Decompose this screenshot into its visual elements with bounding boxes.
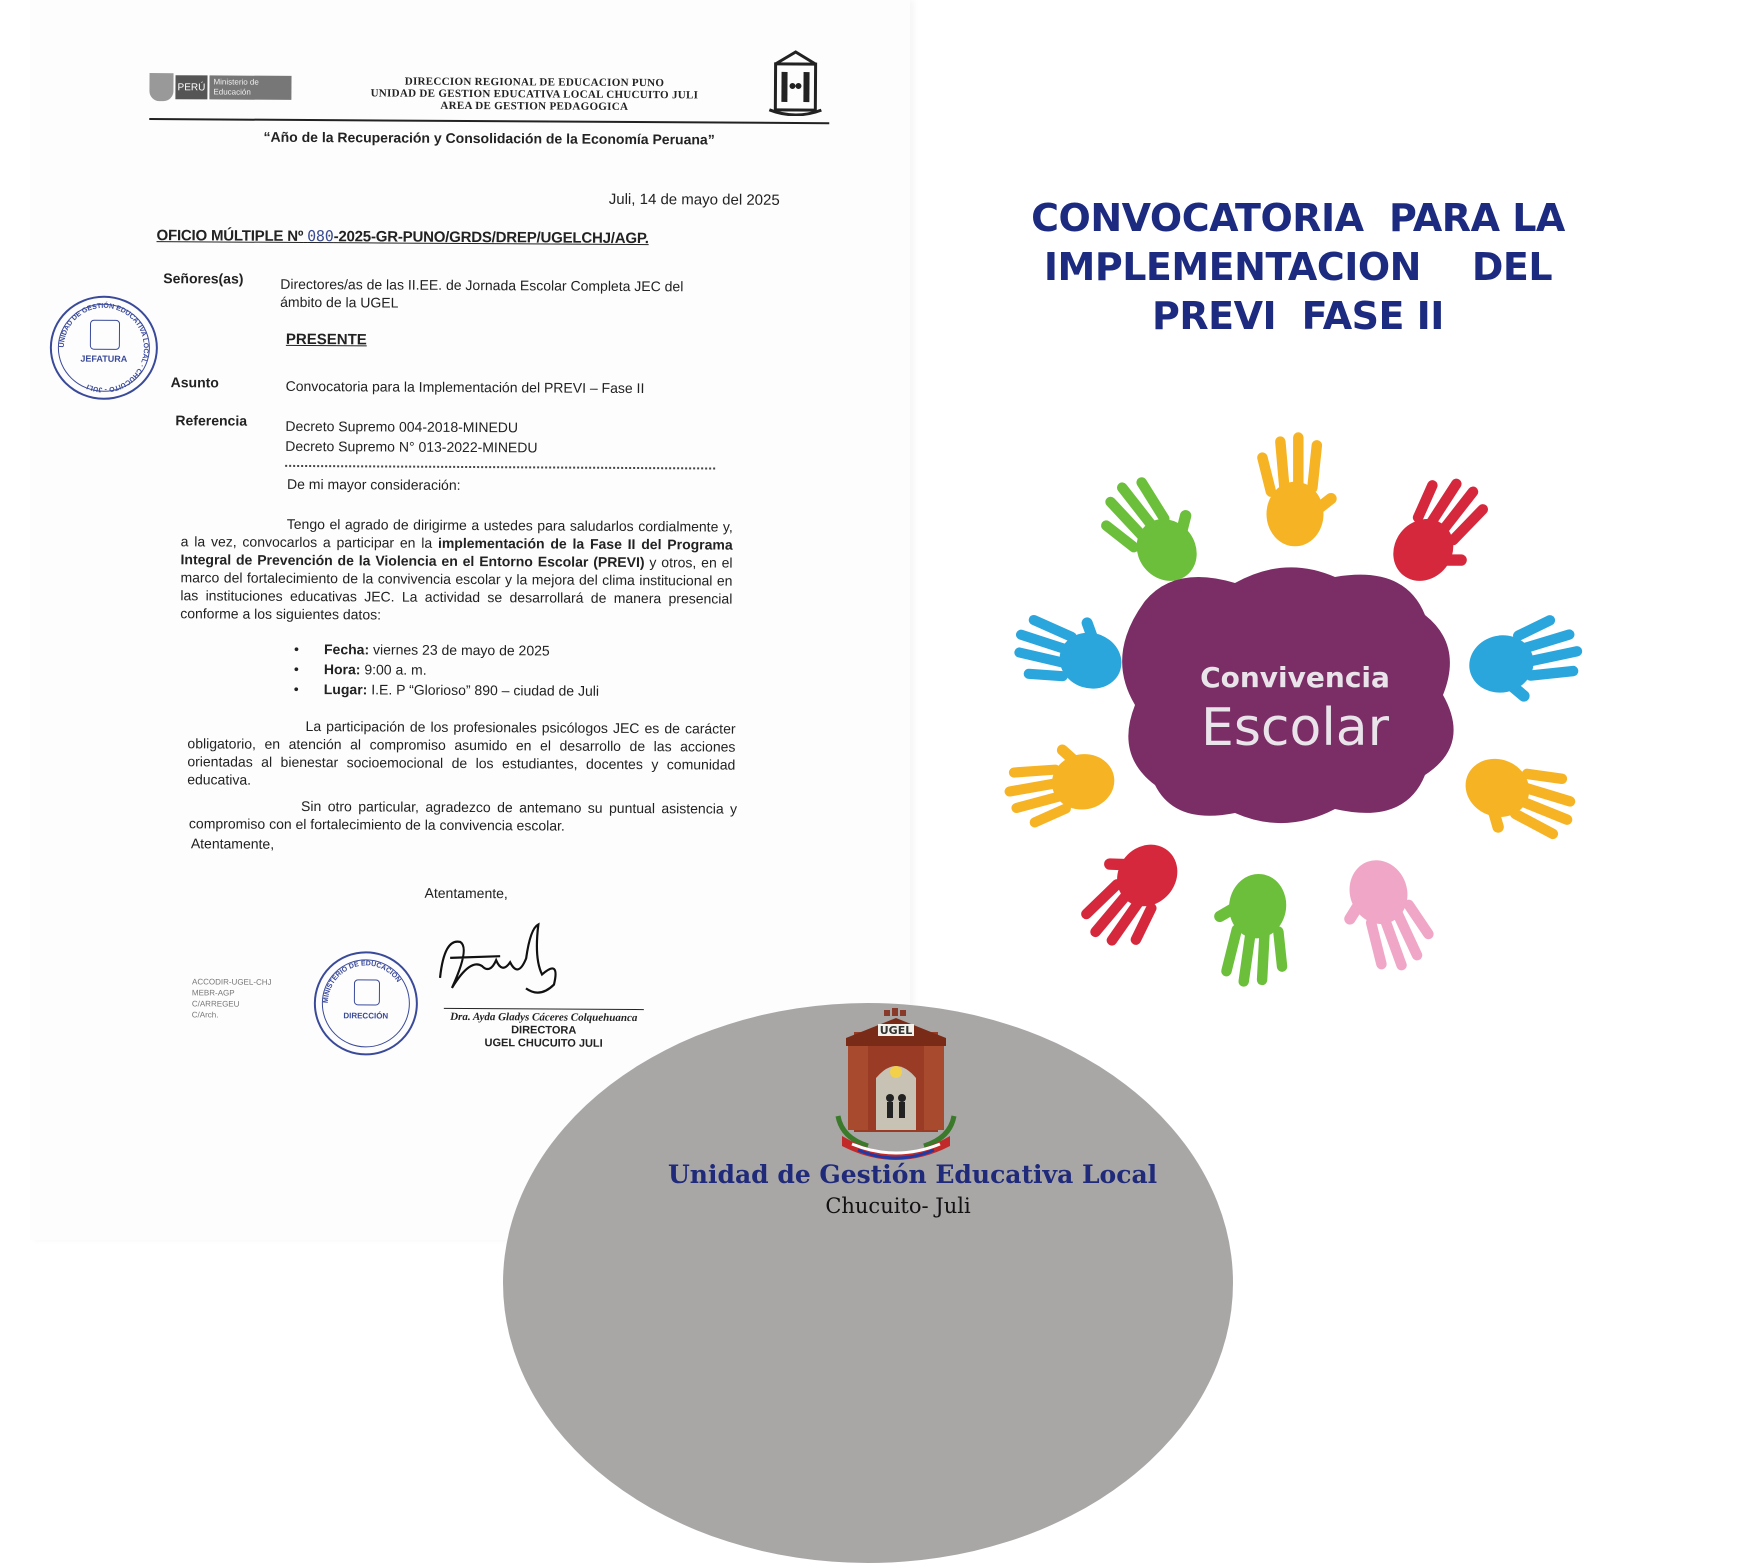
dotted-separator — [285, 465, 715, 470]
hand-yellow-top — [1256, 432, 1339, 546]
senores-value: Directores/as de las II.EE. de Jornada Escolar Completa JEC del ámbito de la UGEL — [280, 275, 684, 311]
poster-title: CONVOCATORIA PARA LA IMPLEMENTACION DEL PREVI FASE II — [1031, 196, 1565, 338]
ministry-label: Ministerio de Educación — [209, 75, 291, 100]
minedu-logo — [149, 72, 297, 103]
event-details — [294, 639, 600, 701]
footer-org-name: Unidad de Gestión Educativa Local — [668, 1160, 1158, 1189]
hora-label: Hora: — [323, 661, 361, 678]
paragraph-2: La participación de los profesionales psicólogos JEC es de carácter obligatorio, en atención al compromiso asumido en el desarrollo de las acciones orientadas al bienestar socioemocional de los estudiantes, docentes y comunidad educativa. — [187, 718, 736, 788]
asunto-value: Convocatoria para la Implementación del PREVI – Fase II — [285, 377, 645, 397]
hand-blue-left — [1004, 596, 1134, 706]
hand-yellow-right — [1451, 740, 1588, 860]
signer-role: DIRECTORA — [511, 1024, 577, 1037]
oficio-prefix: OFICIO MÚLTIPLE Nº — [156, 227, 304, 245]
oficio-handwritten-number: 080 — [307, 227, 334, 246]
hora-item — [294, 659, 599, 681]
footer-location: Chucuito- Juli — [825, 1194, 971, 1218]
header-line-3: AREA DE GESTION PEDAGOGICA — [440, 99, 629, 113]
cc-line: MEBR-AGP — [191, 988, 235, 998]
stamp-right-text: DIRECCIÓN — [343, 1011, 389, 1021]
direccion-stamp — [314, 951, 419, 1056]
p1-rest: y otros, en el marco del fortalecimiento de la convivencia escolar y la mejora del clima institucional en las instituciones educativas JEC. La actividad se desarrollará de manera presencial conforme a los siguientes datos: — [180, 554, 733, 623]
senores-label: Señores(as) — [163, 270, 244, 287]
badge-line-1: Convivencia — [1200, 661, 1390, 694]
ugel-logo-text: UGEL — [879, 1024, 913, 1037]
cc-line: C/Arch. — [191, 1010, 219, 1020]
header-line-2: UNIDAD DE GESTION EDUCATIVA LOCAL CHUCUITO JULI — [370, 87, 699, 102]
oficio-number — [157, 226, 649, 247]
asunto-label: Asunto — [170, 374, 219, 391]
stamp-left-text: JEFATURA — [80, 353, 128, 364]
signer-org: UGEL CHUCUITO JULI — [484, 1037, 603, 1050]
referencia-label: Referencia — [175, 412, 248, 429]
letter-date: Juli, 14 de mayo del 2025 — [608, 190, 780, 209]
referencia-2: Decreto Supremo N° 013-2022-MINEDU — [285, 437, 538, 456]
coat-of-arms-icon — [354, 979, 380, 1005]
paragraph-3-end: Atentamente, — [190, 835, 275, 852]
ugel-logo-icon — [828, 1008, 964, 1168]
peru-label: PERÚ — [175, 75, 207, 99]
hand-red-bottom-left — [1061, 822, 1198, 963]
jefatura-stamp — [50, 295, 159, 400]
lugar-value: I.E. P “Glorioso” 890 – ciudad de Juli — [367, 681, 600, 699]
header-institution — [319, 75, 749, 114]
cc-line: ACCODIR-UGEL-CHJ — [191, 977, 272, 987]
p1-intro: Tengo el agrado de dirigirme a ustedes para saludarlos cordialmente y, a la vez, convocarlos a participar en la — [180, 515, 733, 551]
header-line-1: DIRECCION REGIONAL DE EDUCACION PUNO — [404, 75, 665, 90]
svg-text:UNIDAD DE GESTIÓN EDUCATIVA LO: UNIDAD DE GESTIÓN EDUCATIVA LOCAL · CHUCUITO - JULI — [58, 302, 149, 393]
purple-splash — [1122, 567, 1453, 823]
fecha-value: viernes 23 de mayo de 2025 — [369, 641, 550, 659]
paragraph-3: Sin otro particular, agradezco de antemano su puntual asistencia y compromiso con el fortalecimiento de la convivencia escolar. — [188, 797, 738, 834]
oficio-suffix: -2025-GR-PUNO/GRDS/DREP/UGELCHJ/AGP. — [333, 228, 649, 248]
year-motto: “Año de la Recuperación y Consolidación de la Economía Peruana” — [263, 128, 715, 148]
hora-value: 9:00 a. m. — [360, 661, 427, 678]
letter-header — [149, 46, 829, 124]
signature-block — [444, 1008, 644, 1051]
lugar-item — [294, 679, 599, 701]
cc-list — [192, 976, 272, 1020]
handwritten-signature — [430, 918, 591, 1011]
hand-pink-bottom — [1326, 848, 1443, 983]
signer-name: Dra. Ayda Gladys Cáceres Colquehuanca — [444, 1008, 644, 1025]
fecha-item — [294, 639, 599, 661]
presente-label: PRESENTE — [285, 330, 367, 349]
hand-green-bottom — [1203, 868, 1301, 992]
hand-yellow-left — [998, 734, 1121, 832]
greeting: De mi mayor consideración: — [286, 475, 461, 493]
convivencia-escolar-logo — [985, 405, 1605, 1005]
referencia-1: Decreto Supremo 004-2018-MINEDU — [285, 417, 519, 436]
cc-line: C/ARREGEU — [191, 999, 240, 1009]
hand-blue-right — [1462, 609, 1591, 714]
paragraph-1 — [180, 514, 733, 625]
closing: Atentamente, — [424, 884, 508, 902]
peru-shield-icon — [149, 73, 173, 101]
fecha-label: Fecha: — [323, 641, 370, 658]
coat-of-arms-icon — [90, 320, 120, 350]
badge-line-2: Escolar — [1200, 698, 1390, 758]
lugar-label: Lugar: — [323, 681, 368, 698]
svg-text:MINISTERIO DE EDUCACIÓN: MINISTERIO DE EDUCACIÓN — [322, 960, 402, 1004]
ugel-crest-icon — [767, 50, 823, 116]
p1-bold: implementación de la Fase II del Programa Integral de Prevención de la Violencia en el Entorno Escolar (PREVI) — [180, 534, 733, 571]
